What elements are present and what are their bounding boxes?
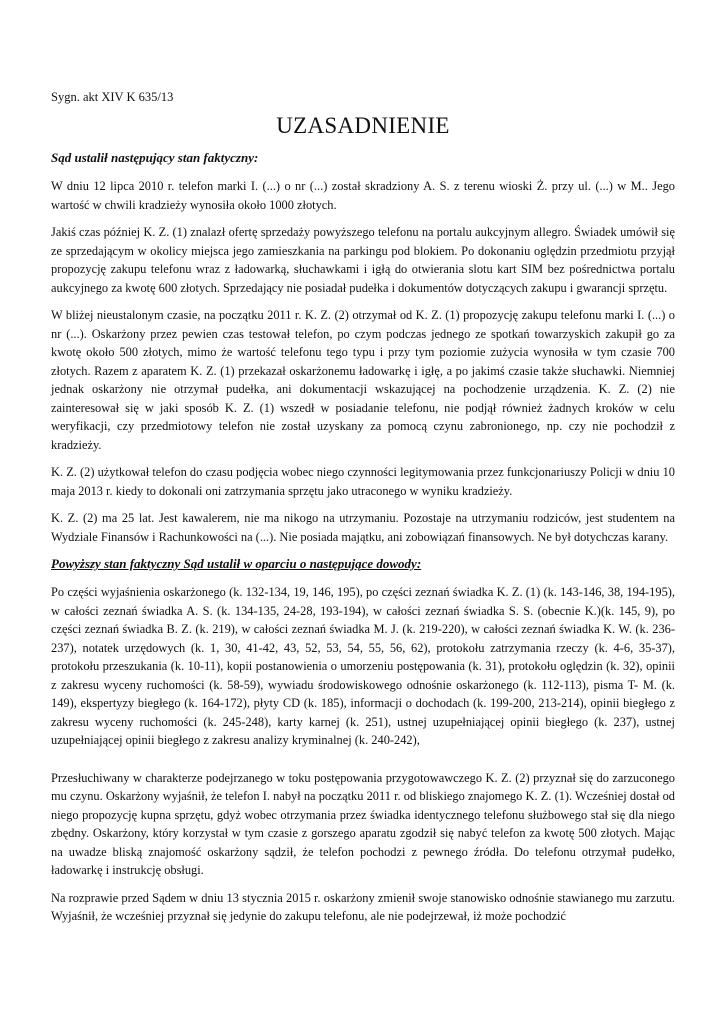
document-title: UZASADNIENIE (276, 113, 450, 138)
paragraph-evidence-list: Po części wyjaśnienia oskarżonego (k. 132-134, 19, 146, 195), po części zeznań świadka K. Z. (1) (k. 143-146, 38, 194-195), w całości zeznań świadka A. S. (k. 134-135, 24-28, 193-194), w całości zeznań świadka S. S. (obecnie K.)(k. 145, 9), po części zeznań świadka B. Z. (k. 219), w całości zeznań świadka M. J. (k. 219-220), w całości zeznań świadka K. W. (k. 236-237), notatek urzędowych (k. 1, 30, 41-42, 43, 52, 53, 54, 55, 56, 62), protokołu zatrzymania rzeczy (k. 4-6, 35-37), protokołu przeszukania (k. 10-11), kopii postanowienia o umorzeniu postępowania (k. 31), protokołu oględzin (k. 32), opinii z zakresu wyceny ruchomości (k. 58-59), wywiadu środowiskowego odnośnie oskarżonego (k. 112-113), pisma T- M. (k. 149), ekspertyzy biegłego (k. 164-172), płyty CD (k. 185), informacji o dochodach (k. 199-200, 213-214), opinii biegłego z zakresu wyceny ruchomości (k. 245-248), karty karnej (k. 251), ustnej uzupełniającej opinii biegłego (k. 237), ustnej uzupełniającej opinii biegłego z zakresu analizy kryminalnej (k. 240-242), (51, 585, 675, 747)
paragraph-seizure: K. Z. (2) użytkował telefon do czasu podjęcia wobec niego czynności legitymowania przez funkcjonariuszy Policji w dniu 10 maja 2013 r. kiedy to dokonali oni zatrzymania sprzętu jako utraconego w wyniku kradzieży. (51, 465, 675, 498)
paragraph-defendant-profile: K. Z. (2) ma 25 lat. Jest kawalerem, nie ma nikogo na utrzymaniu. Pozostaje na utrzymaniu rodziców, jest studentem na Wydziale Finansów i Rachunkowości na (...). Nie posiada majątku, ani zobowiązań finansowych. Ne był dotychczas karany. (51, 511, 675, 544)
paragraph-second-purchase: W bliżej nieustalonym czasie, na początku 2011 r. K. Z. (2) otrzymał od K. Z. (1) propozycję zakupu telefonu marki I. (...) o nr (...). Oskarżony przez pewien czas testował telefon, po czym podczas jednego ze spotkań towarzyskich zakupił go za kwotę około 500 złotych, mimo że wartość telefonu tego typu i przy tym poziomie zużycia wynosiła w tym czasie 700 złotych. Razem z aparatem K. Z. (1) przekazał oskarżonemu ładowarkę i igłę, a po jakimś czasie także słuchawki. Niemniej jednak oskarżony nie otrzymał pudełka, ani dokumentacji wskazującej na pochodzenie urządzenia. K. Z. (2) nie zainteresował się w jaki sposób K. Z. (1) wszedł w posiadanie telefonu, nie podjął również żadnych kroków w celu weryfikacji, czy przedmiotowy telefon nie został uzyskany za pomocą czynu zabronionego, np. czy nie pochodził z kradzieży. (51, 308, 675, 452)
section-heading-facts: Sąd ustalił następujący stan faktyczny: (51, 150, 259, 165)
document-page (51, 89, 675, 935)
paragraph-theft: W dniu 12 lipca 2010 r. telefon marki I. (...) o nr (...) został skradziony A. S. z terenu wioski Ż. przy ul. (...) w M.. Jego wartość w chwili kradzieży wynosiła około 1000 złotych. (51, 179, 675, 212)
paragraph-first-purchase: Jakiś czas później K. Z. (1) znalazł ofertę sprzedaży powyższego telefonu na portalu aukcyjnym allegro. Świadek umówił się ze sprzedającym w okolicy miejsca jego zamieszkania na parkingu pod blokiem. Po dokonaniu oględzin przedmiotu przyjął propozycję zakupu telefonu wraz z ładowarką, słuchawkami i igłą do otwierania slotu kart SIM bez pośrednictwa portalu aukcyjnego za kwotę 600 złotych. Sprzedający nie posiadał pudełka i dokumentów dotyczących zakupu i gwarancji sprzętu. (51, 225, 675, 295)
case-signature: Sygn. akt XIV K 635/13 (51, 90, 174, 104)
paragraph-pretrial-explanation: Przesłuchiwany w charakterze podejrzanego w toku postępowania przygotowawczego K. Z. (2) przyznał się do zarzuconego mu czynu. Oskarżony wyjaśnił, że telefon I. nabył na początku 2011 r. od bliskiego znajomego K. Z. (1). Wcześniej dostał od niego propozycję kupna sprzętu, gdyż wobec otrzymania przez świadka identycznego telefonu służbowego stał się dla niego zbędny. Oskarżony, który korzystał w tym czasie z gorszego aparatu zgodził się nabyć telefon za kwotę 500 złotych. Mając na uwadze bliską znajomość oskarżony sądził, że telefon pochodzi z pewnego źródła. Do telefonu otrzymał pudełko, ładowarkę i instrukcję obsługi. (51, 770, 675, 877)
paragraph-trial-explanation: Na rozprawie przed Sądem w dniu 13 stycznia 2015 r. oskarżony zmienił swoje stanowisko odnośnie stawianego mu zarzutu. Wyjaśnił, że wcześniej przyznał się jedynie do zakupu telefonu, ale nie podejrzewał, iż może pochodzić (51, 890, 675, 923)
section-heading-evidence: Powyższy stan faktyczny Sąd ustalił w oparciu o następujące dowody: (51, 556, 422, 571)
